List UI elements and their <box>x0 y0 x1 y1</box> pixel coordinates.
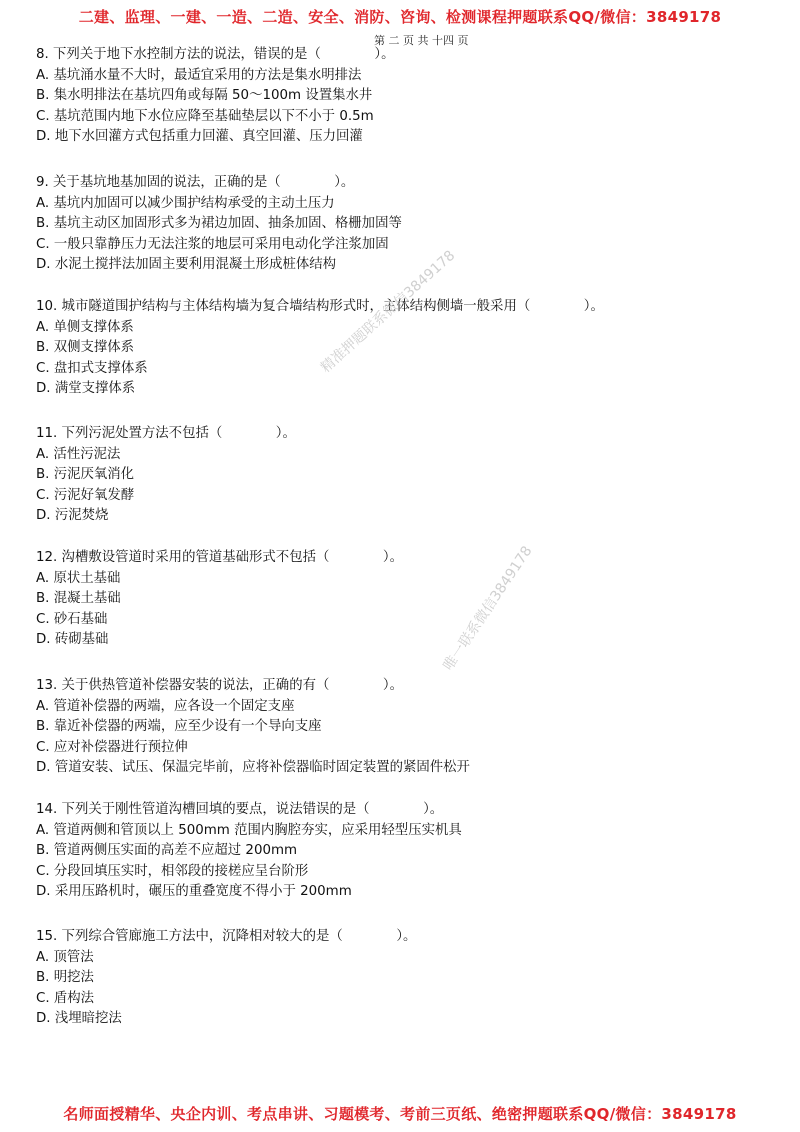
option-c: C. 应对补偿器进行预拉伸 <box>36 739 188 755</box>
option-d: D. 污泥焚烧 <box>36 508 109 524</box>
option-b: B. 集水明排法在基坑四角或每隔 50～100m 设置集水井 <box>36 88 373 104</box>
option-b: B. 双侧支撑体系 <box>36 340 135 356</box>
watermark-text: 精准押题联系微信3849178 <box>318 247 459 377</box>
question-11 <box>36 424 296 527</box>
page-number: 第 二 页 共 十四 页 <box>374 34 469 47</box>
question-9 <box>36 173 402 276</box>
question-stem: 9. 关于基坑地基加固的说法，正确的是（ ）。 <box>36 175 355 190</box>
question-10 <box>36 297 604 400</box>
watermark-text: 唯一联系微信3849178 <box>440 543 536 674</box>
question-stem: 12. 沟槽敷设管道时采用的管道基础形式不包括（ ）。 <box>36 550 404 565</box>
question-13 <box>36 676 470 779</box>
option-b: B. 管道两侧压实面的高差不应超过 200mm <box>36 843 298 859</box>
option-c: C. 基坑范围内地下水位应降至基础垫层以下不小于 0.5m <box>36 108 374 124</box>
option-c: C. 分段回填压实时，相邻段的接槎应呈台阶形 <box>36 863 309 879</box>
question-stem: 11. 下列污泥处置方法不包括（ ）。 <box>36 426 296 441</box>
question-8 <box>36 45 395 148</box>
question-stem: 8. 下列关于地下水控制方法的说法，错误的是（ ）。 <box>36 47 395 62</box>
footer-banner: 名师面授精华、央企内训、考点串讲、习题模考、考前三页纸、绝密押题联系QQ/微信：3849178 <box>63 1105 737 1123</box>
question-15 <box>36 927 416 1030</box>
option-d: D. 管道安装、试压、保温完毕前，应将补偿器临时固定装置的紧固件松开 <box>36 760 470 776</box>
question-14 <box>36 800 462 903</box>
option-d: D. 浅埋暗挖法 <box>36 1011 122 1027</box>
option-c: C. 盾构法 <box>36 990 95 1006</box>
option-a: A. 原状土基础 <box>36 570 121 586</box>
question-stem: 13. 关于供热管道补偿器安装的说法，正确的有（ ）。 <box>36 678 404 693</box>
option-b: B. 混凝土基础 <box>36 591 121 607</box>
option-c: C. 污泥好氧发酵 <box>36 487 135 503</box>
question-stem: 14. 下列关于刚性管道沟槽回填的要点，说法错误的是（ ）。 <box>36 802 444 817</box>
option-b: B. 基坑主动区加固形式多为裙边加固、抽条加固、格栅加固等 <box>36 216 402 232</box>
option-c: C. 砂石基础 <box>36 611 108 627</box>
option-a: A. 基坑涌水量不大时，最适宜采用的方法是集水明排法 <box>36 67 362 83</box>
header-banner: 二建、监理、一建、一造、二造、安全、消防、咨询、检测课程押题联系QQ/微信：3849178 <box>78 8 722 26</box>
question-12 <box>36 548 403 651</box>
option-c: C. 盘扣式支撑体系 <box>36 360 148 376</box>
option-b: B. 靠近补偿器的两端，应至少设有一个导向支座 <box>36 719 322 735</box>
option-d: D. 地下水回灌方式包括重力回灌、真空回灌、压力回灌 <box>36 129 363 145</box>
option-a: A. 管道两侧和管顶以上 500mm 范围内胸腔夯实，应采用轻型压实机具 <box>36 822 462 838</box>
option-d: D. 砖砌基础 <box>36 632 109 648</box>
question-stem: 15. 下列综合管廊施工方法中，沉降相对较大的是（ ）。 <box>36 929 417 944</box>
option-a: A. 顶管法 <box>36 949 94 965</box>
question-stem: 10. 城市隧道围护结构与主体结构墙为复合墙结构形式时，主体结构侧墙一般采用（ ）。 <box>36 299 604 314</box>
option-b: B. 明挖法 <box>36 970 94 986</box>
option-a: A. 基坑内加固可以减少围护结构承受的主动土压力 <box>36 195 335 211</box>
option-c: C. 一般只靠静压力无法注浆的地层可采用电动化学注浆加固 <box>36 236 389 252</box>
option-d: D. 满堂支撑体系 <box>36 381 136 397</box>
option-a: A. 活性污泥法 <box>36 446 121 462</box>
option-d: D. 采用压路机时，碾压的重叠宽度不得小于 200mm <box>36 884 352 900</box>
option-b: B. 污泥厌氧消化 <box>36 467 135 483</box>
option-d: D. 水泥土搅拌法加固主要利用混凝土形成桩体结构 <box>36 257 337 273</box>
option-a: A. 管道补偿器的两端，应各设一个固定支座 <box>36 698 295 714</box>
option-a: A. 单侧支撑体系 <box>36 319 134 335</box>
